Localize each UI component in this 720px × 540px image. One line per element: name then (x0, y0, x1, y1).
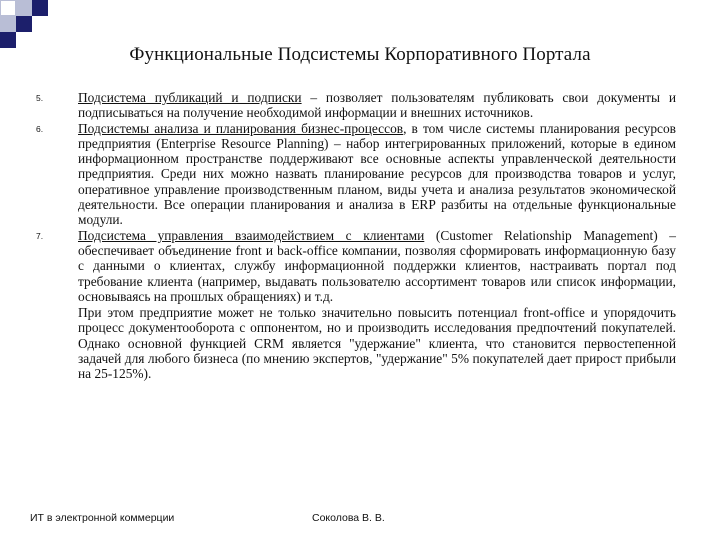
item-term: Подсистема публикаций и подписки (78, 90, 302, 105)
deco-square (0, 16, 16, 32)
item-term: Подсистема управления взаимодействием с клиентами (78, 227, 425, 243)
slide-title: Функциональные Подсистемы Корпоративного Портала (129, 44, 591, 65)
list-item (36, 228, 676, 304)
deco-square (32, 0, 48, 16)
deco-square (16, 16, 32, 32)
item-text: , в том числе системы планирования ресурсов предприятия (Enterprise Resource Planning) – набор интегрированных приложений, которые в едином информационном пространстве поддерживают все основные аспекты управленческой деятельности предприятия. Среди них можно назвать планирование ресурсов для производства товаров и услуг, оперативное управление производственным планом, виды учета и анализа результатов экономической деятельности. Все операции планирования и анализа в ERP разбиты на отдельные функциональные модули. (78, 120, 676, 228)
item-number: 7. (36, 230, 44, 241)
footer-course: ИТ в электронной коммерции (30, 512, 175, 524)
footer-author: Соколова В. В. (312, 512, 385, 524)
item-text: – позволяет пользователям публиковать свои документы и подписываться на получение необходимой информации и внешних источников. (78, 90, 676, 121)
list-item (36, 90, 676, 121)
item-number: 6. (36, 123, 44, 134)
item-term: Подсистемы анализа и планирования бизнес-процессов (78, 120, 404, 136)
closing-paragraph: При этом предприятие может не только значительно повысить потенциал front-office и упорядочить процесс документооборота с оппонентом, но и производить исследования предпочтений покупателей. Однако основной функцией CRM является "удержание" клиента, что становится первостепенной задачей для любого бизнеса (по мнению экспертов, "удержание" 5% покупателей дает прирост прибыли на 25-125%). (78, 305, 676, 382)
slide-content (36, 90, 676, 382)
item-number: 5. (36, 93, 44, 103)
item-text: (Customer Relationship Management) – обеспечивает объединение front и back-office компании, позволяя сформировать информационную базу с данными о клиентах, службу информационной поддержки клиентов, настраивать портал под требование клиента (например, выдавать пользователю ассортимент товаров или список информации, основываясь на прошлых обращениях) и т.д. (78, 227, 676, 304)
deco-square (0, 0, 16, 16)
list-item (36, 121, 676, 228)
deco-square (16, 0, 32, 16)
